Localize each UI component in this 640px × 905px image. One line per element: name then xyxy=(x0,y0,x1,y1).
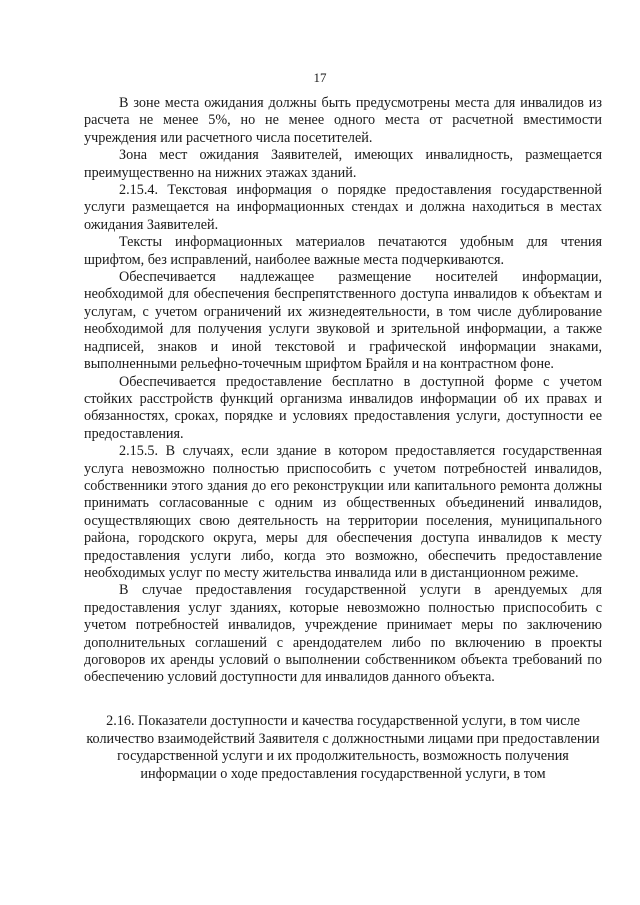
page-number: 17 xyxy=(313,70,327,85)
paragraph-waiting-area-floors: Зона мест ожидания Заявителей, имеющих инвалидность, размещается преимущественно на нижних этажах зданий. xyxy=(84,147,602,181)
paragraph-info-carriers: Обеспечивается надлежащее размещение носителей информации, необходимой для обеспечения беспрепятственного доступа инвалидов к объектам и услугам, с учетом ограничений их жизнедеятельности, в том числе дублирование необходимой для получения услуги звуковой и зрительной информации, а также надписей, знаков и иной текстовой и графической информации знаками, выполненными рельефно-точечным шрифтом Брайля и на контрастном фоне. xyxy=(84,269,602,373)
document-body xyxy=(84,95,602,687)
paragraph-waiting-area-seats: В зоне места ожидания должны быть предусмотрены места для инвалидов из расчета не менее 5%, но не менее одного места от расчетной вместимости учреждения или расчетного числа посетителей. xyxy=(84,95,602,146)
paragraph-free-info: Обеспечивается предоставление бесплатно в доступной форме с учетом стойких расстройств функций организма инвалидов информации об их правах и обязанностях, сроках, порядке и условиях предоставления услуги, доступности ее предоставления. xyxy=(84,373,602,442)
paragraph-2-15-4: 2.15.4. Текстовая информация о порядке предоставления государственной услуги размещается на информационных стендах и должна находиться в местах ожидания Заявителей. xyxy=(84,182,602,233)
section-heading-2-16 xyxy=(84,713,602,783)
paragraph-2-15-5: 2.15.5. В случаях, если здание в котором предоставляется государственная услуга невозможно полностью приспособить с учетом потребностей инвалидов, собственники этого здания до его реконструкции или капитального ремонта должны принимать согласованные с одним из общественных объединений инвалидов, осуществляющих свою деятельность на территории поселения, муниципального района, городского округа, меры для обеспечения доступа инвалидов к месту предоставления услуги либо, когда это возможно, обеспечить предоставление необходимых услуг по месту жительства инвалида или в дистанционном режиме. xyxy=(84,443,602,581)
paragraph-info-materials: Тексты информационных материалов печатаются удобным для чтения шрифтом, без исправлений, наиболее важные места подчеркиваются. xyxy=(84,234,602,268)
section-heading-text: 2.16. Показатели доступности и качества государственной услуги, в том числе количество взаимодействий Заявителя с должностными лицами при предоставлении государственной услуги и их продолжительность, возможность получения информации о ходе предоставления государственной услуги, в том xyxy=(86,713,600,782)
paragraph-rented-buildings: В случае предоставления государственной услуги в арендуемых для предоставления услуг зданиях, которые невозможно полностью приспособить с учетом потребностей инвалидов, учреждение принимает меры по заключению дополнительных соглашений с арендодателем либо по включению в проекты договоров их аренды условий о выполнении собственником объекта требований по обеспечению условий доступности для инвалидов данного объекта. xyxy=(84,582,602,686)
